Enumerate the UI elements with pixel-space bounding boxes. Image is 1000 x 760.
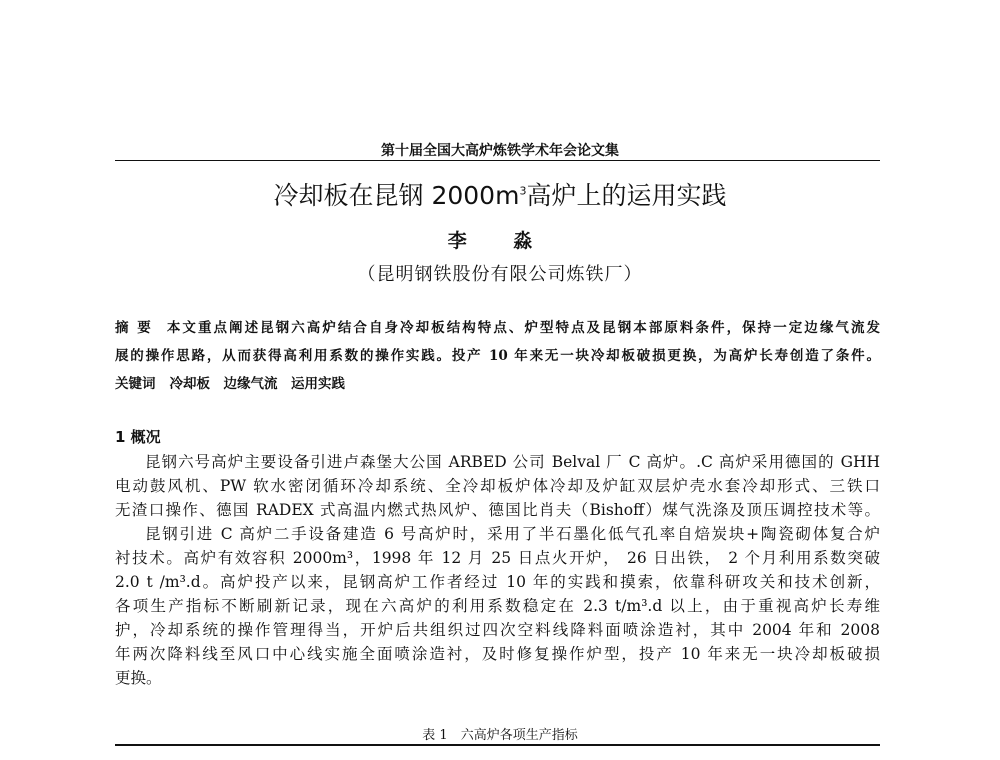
table-top-rule bbox=[115, 744, 880, 746]
table-caption: 表 1 六高炉各项生产指标 bbox=[422, 728, 578, 743]
abstract-text: 本文重点阐述昆钢六高炉结合自身冷却板结构特点、炉型特点及昆钢本部原料条件，保持一定边缘气流发 bbox=[166, 320, 880, 336]
body-line: 无渣口操作、德国 RADEX 式高温内燃式热风炉、德国比肖夫（Bishoff）煤气洗涤及顶压调控技术等。 bbox=[115, 501, 880, 519]
body-line: 护，冷却系统的操作管理得当，开炉后共组织过四次空料线降料面喷涂造衬，其中 2004 年和 2008 bbox=[115, 621, 880, 639]
abstract-label: 摘 要 bbox=[115, 320, 153, 336]
section-heading: 1 概况 bbox=[115, 428, 161, 446]
body-line: 年两次降料线至风口中心线实施全面喷涂造衬，及时修复操作炉型，投产 10 年来无一块冷却板破损 bbox=[115, 645, 880, 663]
keywords-text: 冷却板 边缘气流 运用实践 bbox=[169, 376, 345, 392]
body-line: 2.0 t /m³.d。高炉投产以来，昆钢高炉工作者经过 10 年的实践和摸索，依靠科研攻关和技术创新， bbox=[115, 573, 880, 591]
keywords bbox=[115, 372, 880, 392]
abstract-line bbox=[115, 316, 880, 336]
author: 李 淼 bbox=[447, 230, 553, 252]
running-header: 第十届全国大高炉炼铁学术年会论文集 bbox=[381, 143, 619, 159]
keywords-label: 关键词 bbox=[115, 376, 156, 392]
header-rule bbox=[115, 160, 880, 161]
title-text-end: 高炉上的运用实践 bbox=[526, 181, 727, 210]
body-line: 衬技术。高炉有效容积 2000m³，1998 年 12 月 25 日点火开炉， 26 日出铁， 2 个月利用系数突破 bbox=[115, 549, 880, 567]
title-superscript: 3 bbox=[519, 184, 527, 198]
title-text: 冷却板在昆钢 2000m bbox=[273, 181, 520, 210]
body-line: 昆钢引进 C 高炉二手设备建造 6 号高炉时，采用了半石墨化低气孔率自焙炭块+陶瓷砌体复合炉 bbox=[145, 525, 880, 543]
body-line: 电动鼓风机、PW 软水密闭循环冷却系统、全冷却板炉体冷却及炉缸双层炉壳水套冷却形式、三铁口 bbox=[115, 477, 880, 495]
paper-title bbox=[0, 176, 1000, 212]
abstract-line: 展的操作思路，从而获得高利用系数的操作实践。投产 10 年来无一块冷却板破损更换，为高炉长寿创造了条件。 bbox=[115, 348, 880, 364]
body-line: 更换。 bbox=[115, 669, 162, 687]
body-line: 昆钢六号高炉主要设备引进卢森堡大公国 ARBED 公司 Belval 厂 C 高炉。.C 高炉采用德国的 GHH bbox=[145, 453, 880, 471]
affiliation: （昆明钢铁股份有限公司炼铁厂） bbox=[357, 264, 643, 285]
body-line: 各项生产指标不断刷新记录，现在六高炉的利用系数稳定在 2.3 t/m³.d 以上，由于重视高炉长寿维 bbox=[115, 597, 880, 615]
